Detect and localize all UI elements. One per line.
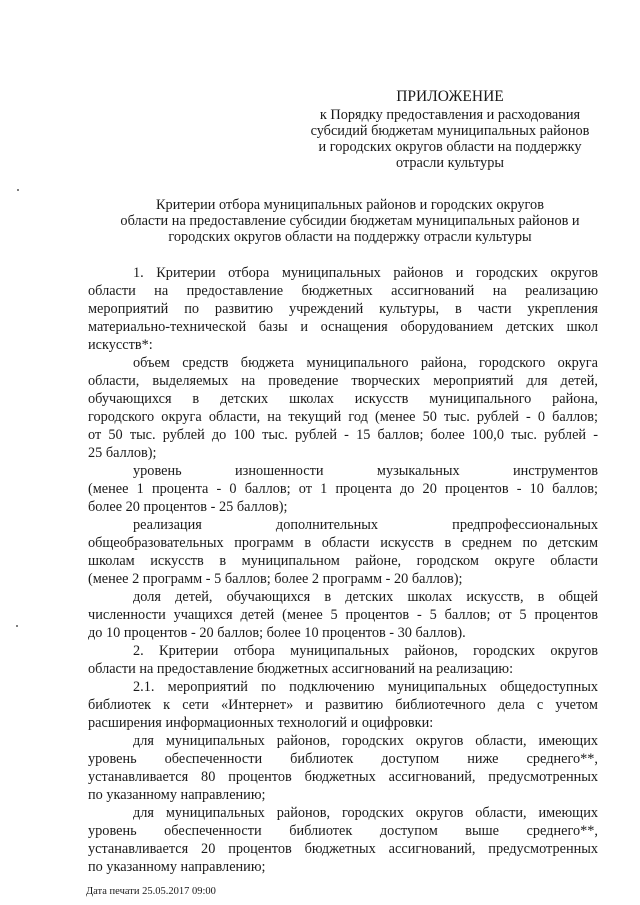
appendix-title: ПРИЛОЖЕНИЕ <box>396 88 504 105</box>
paragraph-line: для муниципальных районов, городских округов области, имеющих <box>133 733 598 749</box>
paragraph-line: объем средств бюджета муниципального района, городского округа <box>133 355 598 371</box>
paragraph-line: по указанному направлению; <box>88 859 266 875</box>
print-date: Дата печати 25.05.2017 09:00 <box>86 886 216 897</box>
paragraph-line: для муниципальных районов, городских округов области, имеющих <box>133 805 598 821</box>
appendix-line: к Порядку предоставления и расходования <box>319 107 581 123</box>
paragraph-line: численности учащихся детей (менее 5 процентов - 5 баллов; от 5 процентов <box>88 607 598 623</box>
paragraph-line: до 10 процентов - 20 баллов; более 10 процентов - 30 баллов). <box>88 625 466 641</box>
paragraph-line: материально-технической базы и оснащения оборудованием детских школ <box>88 319 598 335</box>
paragraph-line: доля детей, обучающихся в детских школах искусств, в общей <box>133 589 598 605</box>
appendix-line: отрасли культуры <box>396 155 504 171</box>
paragraph-line: 2.1. мероприятий по подключению муниципальных общедоступных <box>133 679 598 695</box>
paragraph-line: уровень обеспеченности библиотек доступом ниже среднего**, <box>88 751 598 767</box>
paragraph-line: устанавливается 20 процентов бюджетных ассигнований, предусмотренных <box>88 841 598 857</box>
paragraph-line: (менее 2 программ - 5 баллов; более 2 программ - 20 баллов); <box>88 571 463 587</box>
paragraph-line: области на предоставление бюджетных ассигнований на реализацию: <box>88 661 514 677</box>
paragraph-line: более 20 процентов - 25 баллов); <box>88 499 288 515</box>
paragraph-line: мероприятий по развитию учреждений культуры, в части укрепления <box>88 301 598 317</box>
paragraph-line: от 50 тыс. рублей до 100 тыс. рублей - 15 баллов; более 100,0 тыс. рублей - <box>88 427 598 443</box>
paragraph-line: искусств*: <box>88 337 153 353</box>
paragraph-line: 25 баллов); <box>88 445 157 461</box>
appendix-line: и городских округов области на поддержку <box>318 139 582 155</box>
paragraph-line: библиотек к сети «Интернет» и развитию библиотечного дела с учетом <box>88 697 598 713</box>
paragraph-line: по указанному направлению; <box>88 787 266 803</box>
paragraph-line: 1. Критерии отбора муниципальных районов и городских округов <box>133 265 598 281</box>
paragraph-line: обучающихся в детских школах искусств муниципального района, <box>88 391 598 407</box>
paragraph-line: городского округа области, на текущий год (менее 50 тыс. рублей - 0 баллов; <box>88 409 598 425</box>
paragraph-line: реализация дополнительных предпрофессиональных <box>133 517 598 533</box>
paragraph-line: расширения информационных технологий и оцифровки: <box>88 715 434 731</box>
appendix-line: субсидий бюджетам муниципальных районов <box>310 123 590 139</box>
paragraph-line: школам искусств в муниципальном районе, городском округе области <box>88 553 598 569</box>
scan-speck <box>16 625 18 627</box>
paragraph-line: (менее 1 процента - 0 баллов; от 1 процента до 20 процентов - 10 баллов; <box>88 481 598 497</box>
heading-line: городских округов области на поддержку отрасли культуры <box>168 229 532 245</box>
scan-speck <box>17 189 19 191</box>
paragraph-line: уровень обеспеченности библиотек доступом выше среднего**, <box>88 823 598 839</box>
paragraph-line: устанавливается 80 процентов бюджетных ассигнований, предусмотренных <box>88 769 598 785</box>
heading-line: области на предоставление субсидии бюджетам муниципальных районов и <box>120 213 580 229</box>
heading-line: Критерии отбора муниципальных районов и городских округов <box>156 197 544 213</box>
paragraph-line: области на предоставление бюджетных ассигнований на реализацию <box>88 283 598 299</box>
paragraph-line: уровень изношенности музыкальных инструментов <box>133 463 598 479</box>
paragraph-line: области, выделяемых на проведение творческих мероприятий для детей, <box>88 373 598 389</box>
paragraph-line: 2. Критерии отбора муниципальных районов, городских округов <box>133 643 598 659</box>
paragraph-line: общеобразовательных программ в области искусств в среднем по детским <box>88 535 598 551</box>
